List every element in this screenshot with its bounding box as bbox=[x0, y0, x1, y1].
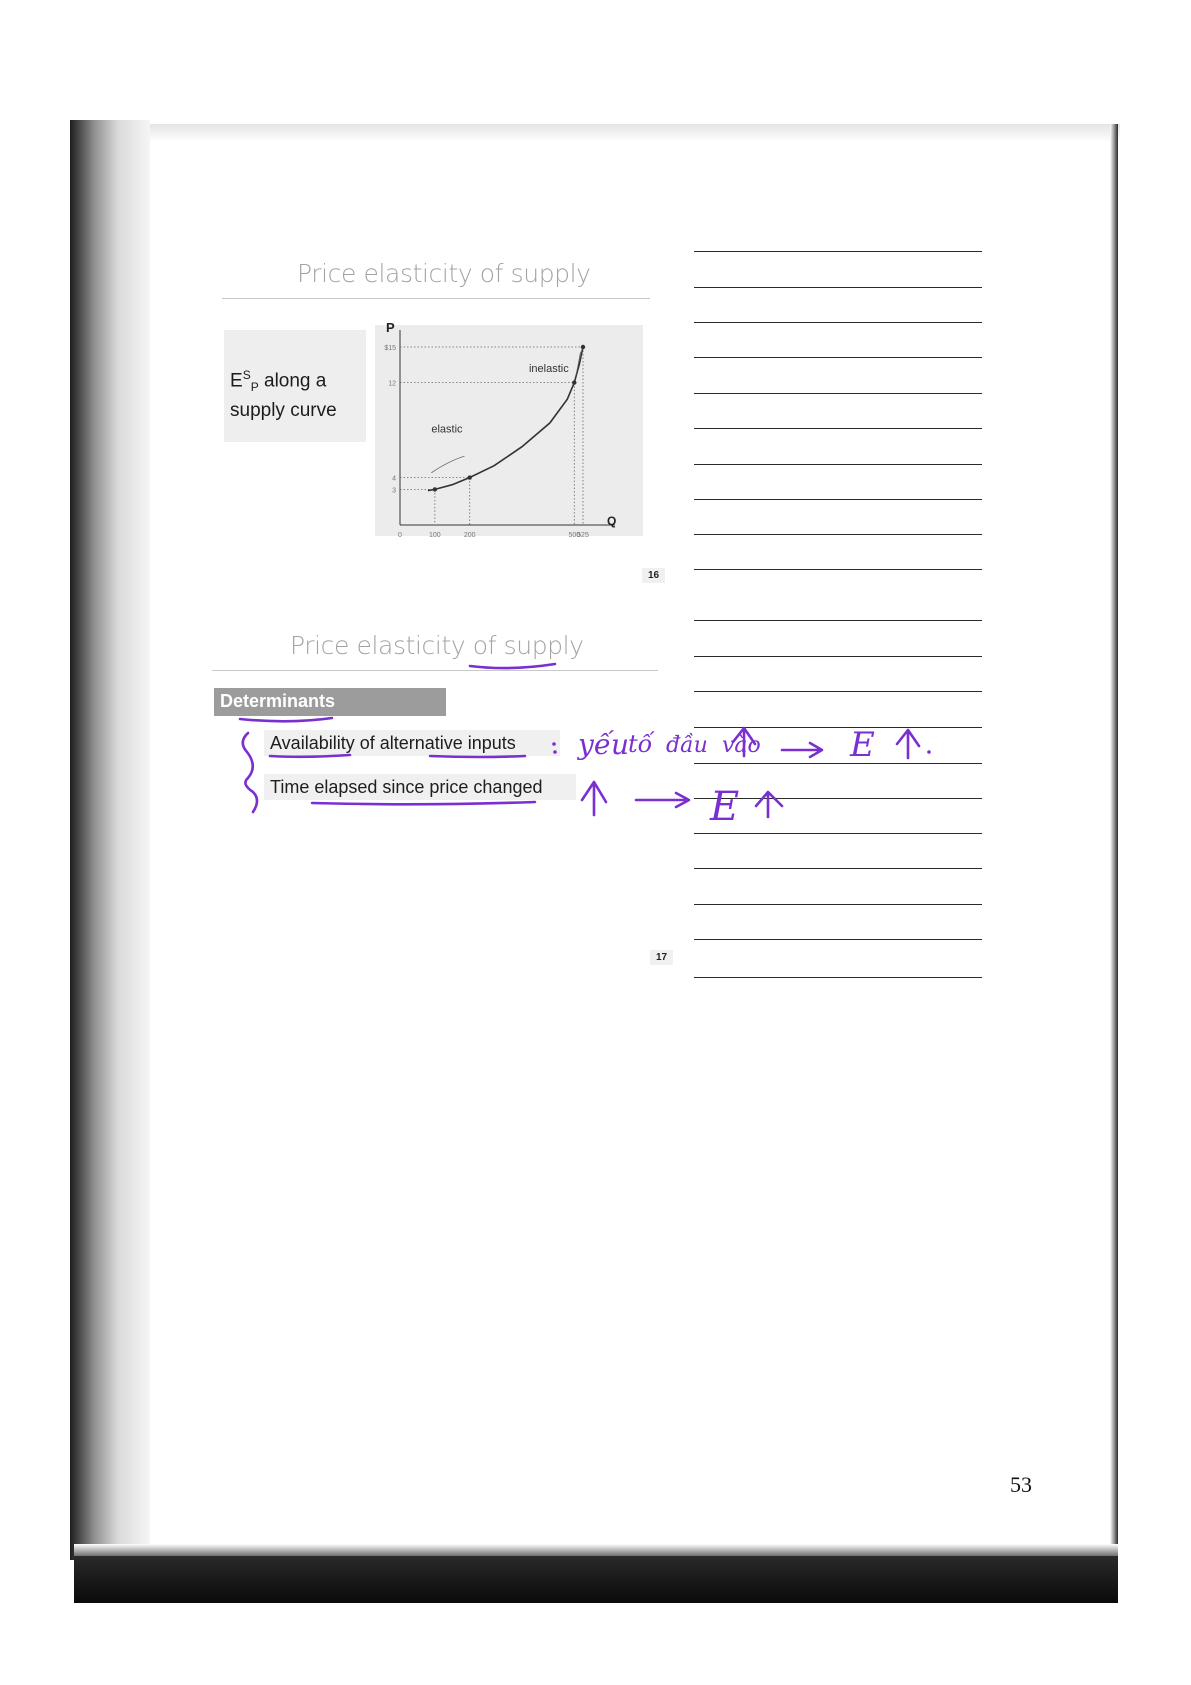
determinants-label: Determinants bbox=[220, 691, 336, 711]
underline-of-supply bbox=[470, 664, 555, 668]
x-tick-label: 200 bbox=[463, 532, 476, 539]
period-dot bbox=[927, 750, 931, 754]
colon-dot-2 bbox=[553, 750, 557, 754]
letter-e-2: E bbox=[710, 784, 740, 830]
x-axis-label: Q bbox=[607, 514, 617, 528]
underline-determinants bbox=[240, 718, 332, 721]
page-number: 53 bbox=[1010, 1472, 1032, 1497]
up-arrow-icon bbox=[897, 730, 919, 758]
y-tick-label: 12 bbox=[388, 380, 396, 388]
slide16-title: Price elasticity of supply bbox=[297, 259, 591, 288]
y-axis-label: P bbox=[386, 320, 395, 335]
x-tick-label: 525 bbox=[577, 532, 589, 539]
slide16-number: 16 bbox=[642, 568, 665, 583]
note-word-dau: đầu bbox=[666, 733, 708, 758]
x-tick-label: 500 bbox=[568, 532, 581, 539]
note-word-to: tố bbox=[628, 730, 653, 758]
y-tick-label: 4 bbox=[392, 475, 396, 483]
colon-dot-1 bbox=[552, 742, 556, 746]
slide17-number: 17 bbox=[650, 950, 673, 965]
underline-elapsed-since-price-changed bbox=[312, 802, 535, 804]
annotation-inelastic: inelastic bbox=[528, 362, 569, 375]
bullet-time-elapsed: Time elapsed since price changed bbox=[264, 774, 576, 800]
underline-availability bbox=[270, 755, 350, 757]
right-arrow-icon bbox=[782, 743, 822, 757]
bullet-availability: Availability of alternative inputs bbox=[264, 730, 560, 756]
y-tick-label: $15 bbox=[384, 345, 396, 352]
up-arrow-icon bbox=[582, 782, 606, 815]
esp-label: $E^S_P$ along a supply curve bbox=[230, 368, 337, 422]
up-arrow-icon bbox=[756, 792, 782, 817]
x-tick-label: 100 bbox=[429, 532, 441, 539]
note-word-yeu: yếu bbox=[578, 728, 630, 761]
right-arrow-icon bbox=[636, 793, 689, 807]
note-word-vao: vào bbox=[722, 733, 761, 758]
x-tick-label: 0 bbox=[398, 532, 402, 539]
underline-alternative-inputs bbox=[430, 756, 525, 757]
curly-brace bbox=[243, 733, 257, 812]
letter-e-1: E bbox=[850, 725, 875, 765]
slide17-title: Price elasticity of supply bbox=[290, 631, 584, 660]
y-tick-label: 3 bbox=[392, 487, 396, 495]
annotation-elastic: elastic bbox=[431, 423, 463, 436]
